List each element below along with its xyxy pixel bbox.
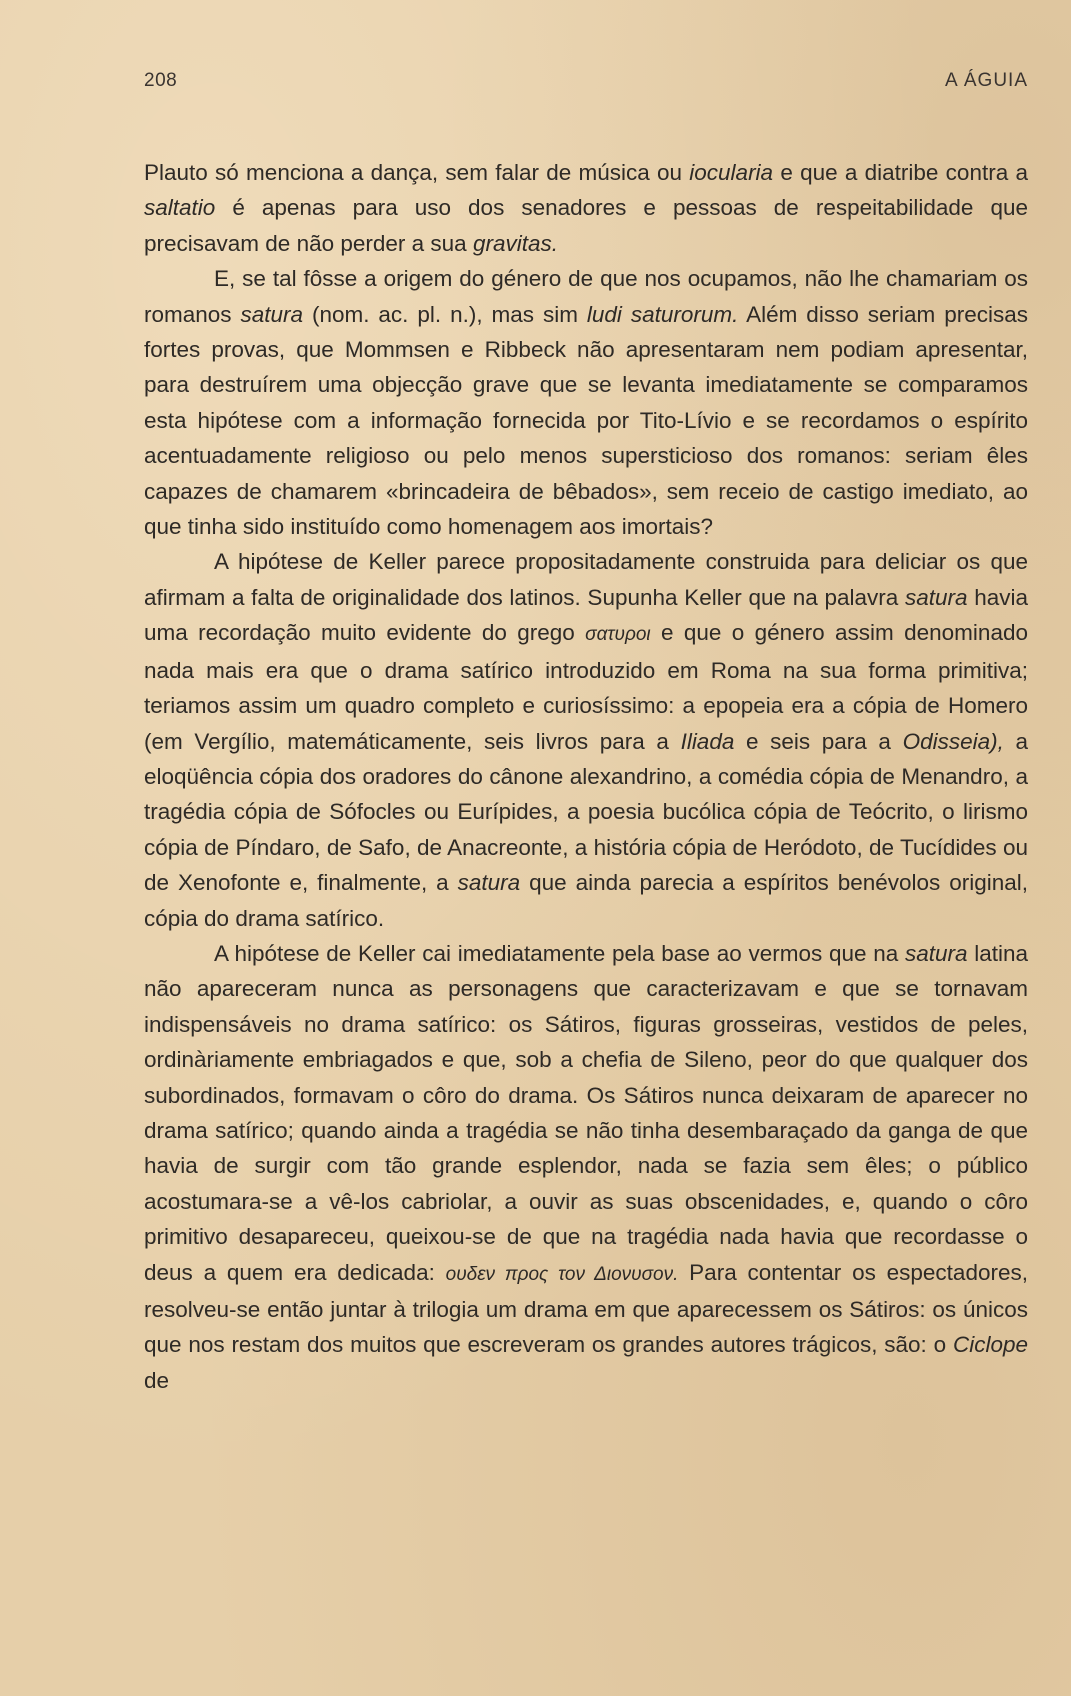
italic-term: satura [457, 870, 521, 896]
greek-term: σατυροι [585, 624, 651, 646]
text-span: havia uma recordação muito evidente do grego [144, 584, 1028, 646]
text-span: e que o género assim denominado nada mais era que o drama satírico introduzido em Roma na sua forma primitiva; teriamos assim um quadro completo e curiosíssimo: a epopeia era a cópia de Homero (em Vergílio, matemáticamente, seis livros para a [144, 620, 1028, 754]
text-span: Plauto só menciona a dança, sem falar de música ou [144, 160, 690, 185]
page-header [144, 70, 1028, 100]
paragraph-1 [144, 155, 1028, 261]
text-span: e que a diatribe contra a [773, 160, 1028, 185]
text-span: (nom. ac. pl. n.), mas sim [303, 301, 587, 327]
italic-term: Odisseia), [902, 728, 1004, 754]
text-span: é apenas para uso dos senadores e pessoas de respeitabilidade que precisavam de não perder a sua [144, 195, 1028, 256]
italic-term: satura [904, 584, 968, 610]
paragraph-2 [144, 261, 1028, 544]
running-title: A ÁGUIA [944, 70, 1028, 91]
italic-term: gravitas. [472, 230, 558, 256]
body-text [144, 155, 1028, 1398]
text-span: que ainda parecia a espíritos benévolos original, cópia do drama satírico. [144, 870, 1028, 931]
italic-term: Ciclope [952, 1332, 1028, 1358]
italic-term: satura [904, 940, 968, 966]
text-span: a eloqüência cópia dos oradores do cânone alexandrino, a comédia cópia de Menandro, a tragédia cópia de Sófocles ou Eurípides, a poesia bucólica cópia de Teócrito, o lirismo cópia de Píndaro, de Safo, de Anacreonte, a história cópia de Heródoto, de Tucídides ou de Xenofonte e, finalmente, a [144, 728, 1028, 896]
page-number: 208 [144, 70, 178, 91]
paragraph-3 [144, 544, 1028, 935]
text-span: A hipótese de Keller cai imediatamente pela base ao vermos que na [214, 940, 905, 966]
text-span: de [144, 1367, 170, 1393]
italic-term: saltatio [144, 195, 216, 221]
paragraph-4 [144, 936, 1028, 1398]
italic-term: ludi saturorum. [586, 301, 739, 327]
text-span: Além disso seriam precisas fortes provas, que Mommsen e Ribbeck não apresentaram nem podiam apresentar, para destruírem uma objecção grave que se levanta imediatamente se comparamos esta hipótese com a informação fornecida por Tito-Lívio e se recordamos o espírito acentuadamente religioso ou pelo menos supersticioso dos romanos: seriam êles capazes de chamarem «brincadeira de bêbados», sem receio de castigo imediato, ao que tinha sido instituído como homenagem aos imortais? [144, 301, 1028, 540]
italic-term: iocularia [689, 160, 774, 185]
greek-quote: ουδεν προς τον Διονυσον. [445, 1263, 679, 1285]
text-span: latina não apareceram nunca as personagens que caracterizavam e que se tornavam indispensáveis no drama satírico: os Sátiros, figuras grosseiras, vestidos de peles, ordinàriamente embriagados e que, sob a chefia de Sileno, peor do que qualquer dos subordinados, formavam o côro do drama. Os Sátiros nunca deixaram de aparecer no drama satírico; quando ainda a tragédia se não tinha desembaraçado da ganga de que havia de surgir com tão grande esplendor, nada se fazia sem êles; o público acostumara-se a vê-los cabriolar, a ouvir as suas obscenidades, e, quando o côro primitivo desapareceu, queixou-se de que na tragédia nada havia que recordasse o deus a quem era dedicada: [144, 940, 1028, 1285]
italic-term: Iliada [680, 728, 735, 754]
text-span: e seis para a [734, 728, 903, 754]
text-span: Para contentar os espectadores, resolveu-se então juntar à trilogia um drama em que aparecessem os Sátiros: os únicos que nos restam dos muitos que escreveram os grandes autores trágicos, são: o [144, 1259, 1028, 1358]
italic-term: satura [240, 301, 304, 327]
text-span: A hipótese de Keller parece propositadamente construida para deliciar os que afirmam a falta de originalidade dos latinos. Supunha Keller que na palavra [144, 549, 1028, 610]
text-span: E, se tal fôsse a origem do género de que nos ocupamos, não lhe chamariam os romanos [144, 266, 1028, 327]
